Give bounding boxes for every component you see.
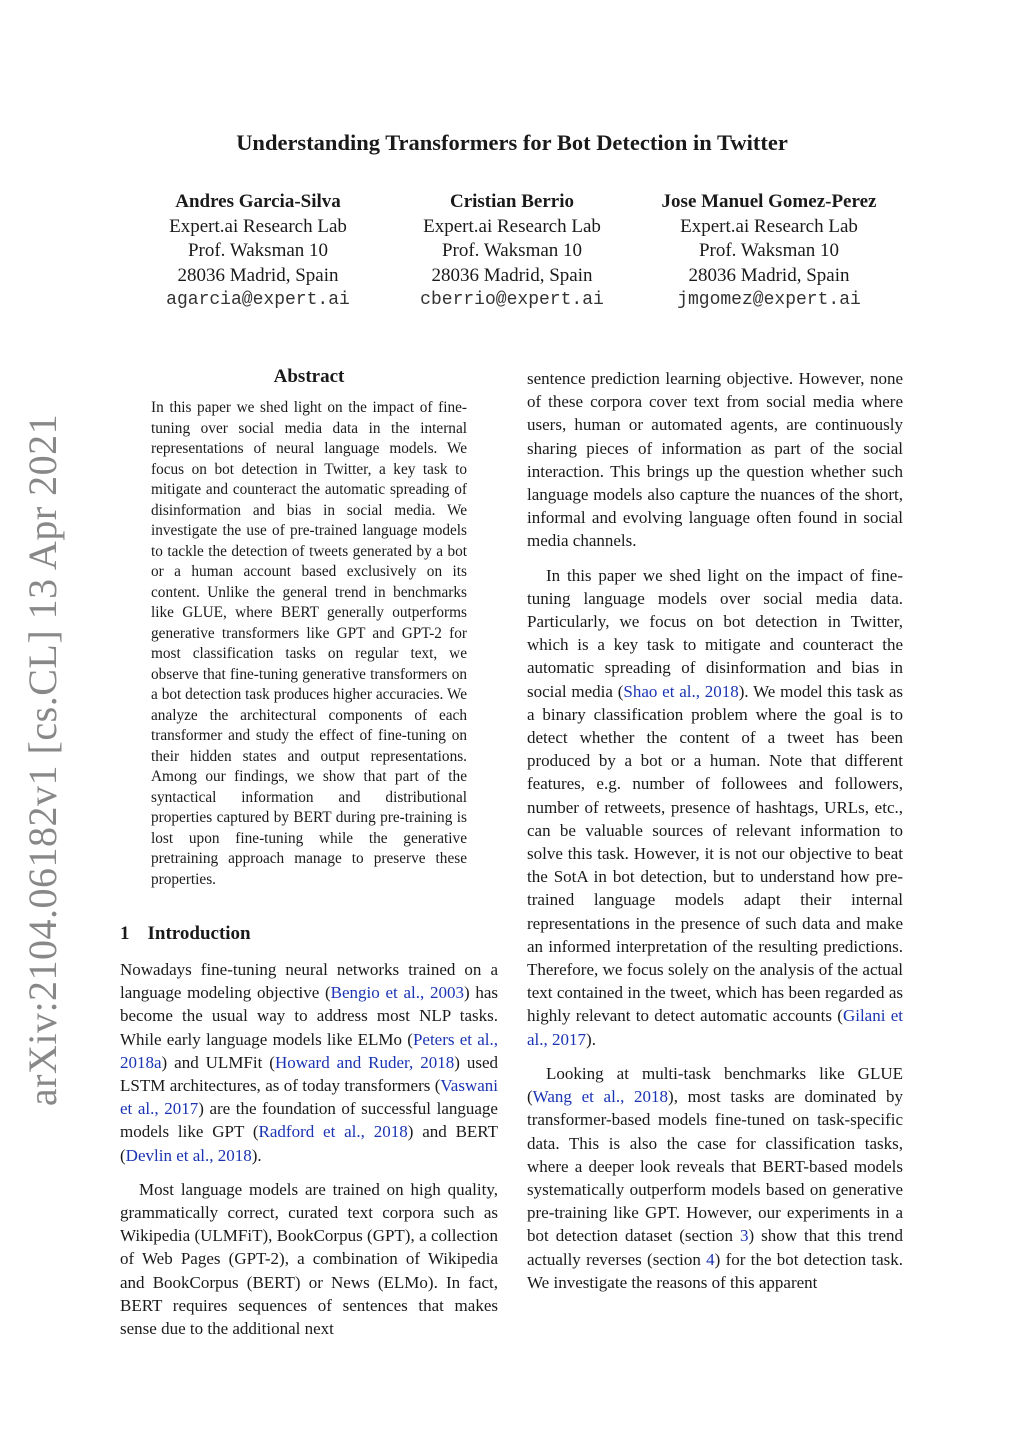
text-run: ) are the foundation of successful language models like GPT (: [120, 1099, 498, 1142]
text-run: ). We model this task as a binary classification problem where the goal is to detect whether the content of a tweet has been produced by a bot or a human. Note that different features, e.g. number of followees and followers, number of retweets, presence of hashtags, URLs, etc., can be valuable sources of relevant information to solve this task. However, it is not our objective to beat the SotA in bot detection, but to understand how pre-trained language models adapt their internal representations in the presence of such data and make an informed interpretation of the resulting predictions. Therefore, we focus solely on the analysis of the actual text contained in the tweet, which has been regarded as highly relevant to detect automatic accounts (: [527, 681, 903, 1026]
citation-link[interactable]: Bengio et al., 2003: [330, 983, 464, 1003]
text-run: Nowadays fine-tuning neural networks trained on a language modeling objective (: [120, 960, 498, 1003]
citation-link[interactable]: Wang et al., 2018: [532, 1087, 669, 1107]
text-run: ) has become the usual way to address most NLP tasks. While early language models like ELMo (: [120, 983, 498, 1049]
text-run: ).: [586, 1029, 596, 1049]
right-column-body: [527, 367, 903, 1294]
author-email: cberrio@expert.ai: [420, 290, 604, 310]
text-run: ) used LSTM architectures, as of today transformers (: [120, 1052, 499, 1096]
text-run: ), most tasks are dominated by transformer-based models fine-tuned on task-specific data. This is also the case for classification tasks, where a deeper look reveals that BERT-based models systematically outperform models based on generative pre-training like GPT. However, our experiments in a bot detection dataset (section: [527, 1087, 903, 1246]
author-name: Cristian Berrio: [449, 191, 574, 212]
author-name: Andres Garcia-Silva: [175, 191, 341, 212]
author-email: jmgomez@expert.ai: [677, 290, 861, 310]
paragraph-intro-3: sentence prediction learning objective. However, none of these corpora cover text from social media where users, human or automated agents, are continuously sharing pieces of information as part of the social interaction. This brings up the question whether such language models also capture the nuances of the short, informal and evolving language often found in social media channels.: [527, 369, 903, 551]
author-name: Jose Manuel Gomez-Perez: [661, 191, 877, 212]
author-affiliation: Expert.ai Research Lab: [680, 215, 858, 237]
section-title: Introduction: [147, 923, 251, 944]
paragraph-intro-2: Most language models are trained on high quality, grammatically correct, curated text corpora such as Wikipedia (ULMFiT), BookCorpus (GPT), a collection of Web Pages (GPT-2), a combination of Wikipedia and BookCorpus (BERT) or News (ELMo). In fact, BERT requires sequences of sentences that makes sense due to the additional next: [120, 1179, 498, 1339]
author-affiliation: Expert.ai Research Lab: [169, 215, 347, 237]
text-run: ) and ULMFit (: [161, 1052, 275, 1072]
author-address-street: Prof. Waksman 10: [698, 240, 840, 261]
text-run: Looking at multi-task benchmarks like GLUE (: [527, 1063, 903, 1107]
author-address-street: Prof. Waksman 10: [187, 240, 329, 261]
left-column-body: [120, 958, 498, 1340]
abstract-text: In this paper we shed light on the impact of fine-tuning over social media data in the internal representations of neural language models. We focus on bot detection in Twitter, a key task to mitigate and counteract the automatic spreading of disinformation and bias in social media. We investigate the use of pre-trained language models to tackle the detection of tweets generated by a bot or a human account based exclusively on its content. Unlike the general trend in benchmarks like GLUE, where BERT generally outperforms generative transformers like GPT and GPT-2 for most classification tasks on regular text, we observe that fine-tuning generative transformers on a bot detection task produces higher accuracies. We analyze the architectural components of each transformer and study the effect of fine-tuning on their hidden states and output representations. Among our findings, we show that part of the syntactical information and distributional properties captured by BERT during pre-training is lost upon fine-tuning while the generative pretraining approach manage to preserve these properties.: [151, 399, 467, 888]
abstract-heading: Abstract: [273, 366, 345, 387]
author-block-1: [130, 190, 386, 313]
section-number: 1: [120, 923, 130, 944]
citation-link[interactable]: Peters et al., 2018a: [120, 1029, 498, 1072]
author-block-3: [634, 190, 904, 313]
citation-link[interactable]: Vaswani et al., 2017: [120, 1076, 498, 1119]
author-block-2: [384, 190, 640, 313]
citation-link[interactable]: Howard and Ruder, 2018: [274, 1052, 455, 1072]
citation-link[interactable]: Devlin et al., 2018: [125, 1145, 252, 1165]
author-address-city: 28036 Madrid, Spain: [177, 264, 339, 286]
text-run: In this paper we shed light on the impact of fine-tuning language models over social media data. Particularly, we focus on bot detection in Twitter, which is a key task to mitigate and counteract the automatic spreading of disinformation and bias in social media (: [527, 565, 903, 701]
paper-title: Understanding Transformers for Bot Detection in Twitter: [236, 130, 788, 155]
author-address-city: 28036 Madrid, Spain: [431, 264, 593, 286]
section-reference-link[interactable]: 4: [706, 1249, 715, 1269]
text-run: ) for the bot detection task. We investigate the reasons of this apparent: [527, 1249, 904, 1292]
arxiv-identifier-stamp: arXiv:2104.06182v1 [cs.CL] 13 Apr 2021: [19, 413, 65, 1107]
paragraph-intro-1: [120, 958, 498, 1167]
section-reference-link[interactable]: 3: [740, 1226, 749, 1246]
author-address-street: Prof. Waksman 10: [441, 240, 583, 261]
citation-link[interactable]: Shao et al., 2018: [623, 681, 739, 701]
text-run: ).: [251, 1145, 262, 1165]
author-email: agarcia@expert.ai: [166, 290, 350, 310]
text-run: ) show that this trend actually reverses (section: [527, 1226, 903, 1269]
paragraph-intro-4: [527, 564, 903, 1051]
paragraph-intro-5: [527, 1062, 903, 1294]
citation-link[interactable]: Radford et al., 2018: [258, 1122, 408, 1142]
author-affiliation: Expert.ai Research Lab: [423, 215, 601, 237]
section-heading-introduction: [120, 923, 251, 945]
text-run: ) and BERT (: [120, 1122, 498, 1165]
author-address-city: 28036 Madrid, Spain: [688, 264, 850, 286]
citation-link[interactable]: Gilani et al., 2017: [527, 1006, 903, 1049]
